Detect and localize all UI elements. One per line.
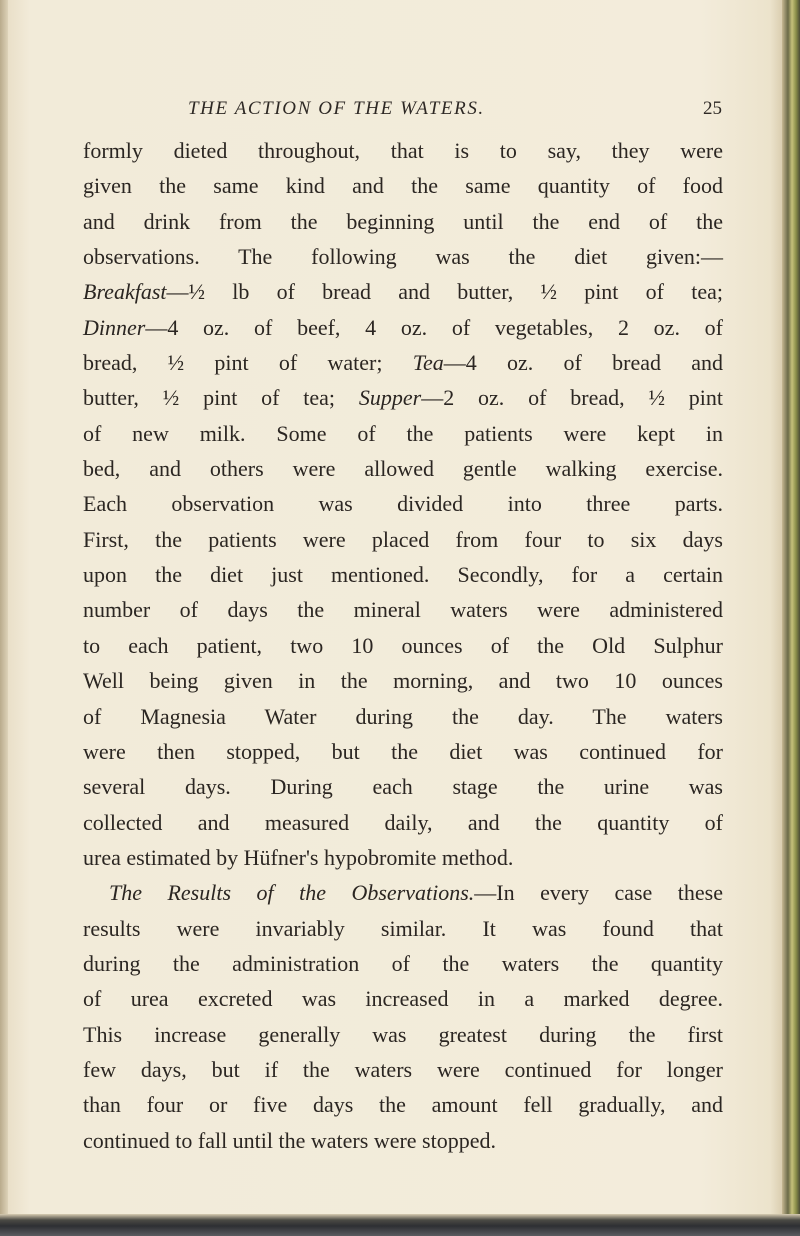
text-line: [83, 805, 723, 840]
text-line: [83, 734, 723, 769]
text-line: [83, 416, 723, 451]
text-run: continued to fall until the waters were stopped.: [83, 1127, 496, 1153]
text-run: bed, and others were allowed gentle walking exercise.: [83, 456, 723, 482]
text-line: [83, 380, 723, 415]
italic-text-run: Supper: [358, 385, 422, 411]
text-run: results were invariably similar. It was found that: [83, 915, 723, 941]
text-line: [83, 911, 723, 946]
text-run: given the same kind and the same quantity of food: [83, 173, 723, 199]
text-line: [83, 522, 723, 557]
text-run: collected and measured daily, and the quantity of: [83, 809, 723, 835]
text-run: of urea excreted was increased in a marked degree.: [83, 986, 723, 1012]
text-line: [83, 840, 723, 875]
text-line: [83, 133, 723, 168]
text-line: [83, 592, 723, 627]
italic-text-run: The Results of the Observations.: [109, 880, 475, 906]
text-run: during the administration of the waters the quantity: [83, 950, 723, 976]
page-bottom-edge: [0, 1214, 800, 1236]
body-text: [83, 133, 723, 1158]
text-line: [83, 628, 723, 663]
text-run: Each observation was divided into three parts.: [83, 491, 723, 517]
text-run: to each patient, two 10 ounces of the Old Sulphur: [83, 632, 723, 658]
text-run: —½ lb of bread and butter, ½ pint of tea;: [166, 279, 723, 305]
text-run: First, the patients were placed from four to six days: [83, 526, 723, 552]
text-run: This increase generally was greatest during the first: [83, 1021, 723, 1047]
text-line: [83, 274, 723, 309]
page-gutter-edge: [0, 0, 8, 1236]
text-line: [83, 981, 723, 1016]
text-run: formly dieted throughout, that is to say, they were: [83, 138, 723, 163]
text-line: [83, 1052, 723, 1087]
text-line: [83, 451, 723, 486]
text-run: Well being given in the morning, and two 10 ounces: [83, 668, 723, 694]
text-run: urea estimated by Hüfner's hypobromite method.: [83, 844, 514, 870]
italic-text-run: Dinner: [83, 314, 146, 340]
text-run: and drink from the beginning until the end of the: [83, 208, 723, 234]
text-line: [83, 769, 723, 804]
text-line: [83, 663, 723, 698]
text-line: [83, 239, 723, 274]
text-run: upon the diet just mentioned. Secondly, for a certain: [83, 562, 723, 588]
text-run: few days, but if the waters were continued for longer: [83, 1056, 723, 1082]
running-head: THE ACTION OF THE WATERS.: [188, 98, 485, 119]
text-line: [83, 486, 723, 521]
text-run: butter, ½ pint of tea;: [83, 385, 359, 411]
text-line: [83, 310, 723, 345]
text-run: —2 oz. of bread, ½ pint: [421, 385, 723, 411]
text-line: [83, 204, 723, 239]
text-line: [83, 168, 723, 203]
text-line: [83, 875, 723, 910]
text-line: [83, 946, 723, 981]
text-run: number of days the mineral waters were administered: [83, 597, 723, 623]
text-run: of Magnesia Water during the day. The waters: [83, 703, 723, 729]
text-line: [83, 1087, 723, 1122]
text-run: —4 oz. of beef, 4 oz. of vegetables, 2 oz. of: [145, 314, 723, 340]
text-line: [83, 557, 723, 592]
text-line: [83, 1017, 723, 1052]
page-number: 25: [703, 98, 722, 119]
text-run: observations. The following was the diet given:—: [83, 244, 723, 270]
text-run: —In every case these: [474, 880, 723, 906]
italic-text-run: Tea: [412, 350, 444, 376]
page-fore-edge: [782, 0, 800, 1236]
text-run: than four or five days the amount fell gradually, and: [83, 1092, 723, 1118]
text-run: several days. During each stage the urine was: [83, 774, 723, 800]
text-run: bread, ½ pint of water;: [83, 350, 413, 376]
text-run: —4 oz. of bread and: [443, 350, 724, 376]
text-run: were then stopped, but the diet was continued for: [83, 738, 723, 764]
text-line: [83, 699, 723, 734]
page-header: [90, 98, 730, 128]
italic-text-run: Breakfast: [83, 279, 167, 305]
text-line: [83, 345, 723, 380]
text-run: of new milk. Some of the patients were kept in: [83, 420, 723, 446]
text-line: [83, 1123, 723, 1158]
